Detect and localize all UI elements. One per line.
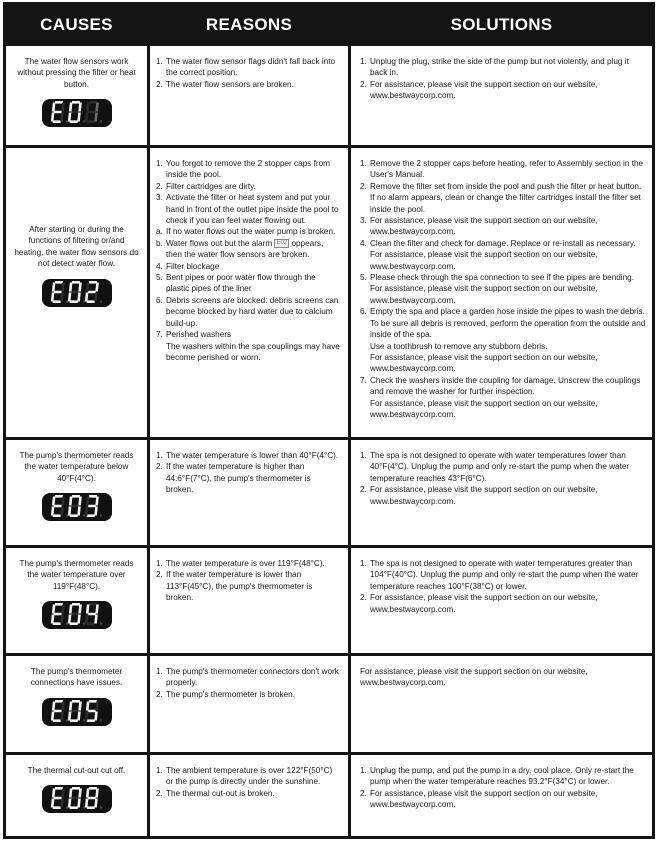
cause-text: The pump's thermometer reads the water temperature below 40°F(4°C). — [19, 451, 134, 483]
item-text: Clean the filter and check for damage. Replace or re-install as necessary. For assistance, please visit the support section on our website, www.bestwaycorp.com. — [370, 238, 636, 271]
item-text: For assistance, please visit the support section on our website, www.bestwaycorp.com. — [370, 79, 598, 101]
solutions-cell — [351, 148, 652, 437]
item-number: 3. — [156, 193, 163, 203]
solution-item — [360, 158, 646, 181]
item-text: Debris screens are blocked: debris screens can become blocked by hard water due to calcium build-up. — [166, 295, 339, 328]
solution-item — [360, 788, 646, 811]
error-code-display-icon — [42, 99, 112, 127]
cause-text: The pump's thermometer connections have issues. — [30, 667, 123, 688]
item-number: 2. — [156, 689, 163, 699]
item-text: If no water flows out the water pump is broken. — [166, 227, 336, 237]
cause-cell — [6, 548, 147, 653]
item-text: Remove the 2 stopper caps before heating, refer to Assembly section in the User's Manual. — [370, 159, 644, 180]
cause-cell — [6, 46, 147, 145]
reason-item — [156, 450, 340, 461]
table-row — [6, 653, 652, 752]
solution-item — [360, 79, 646, 102]
cause-text: The water flow sensors work without pressing the filter or heat button. — [17, 57, 136, 89]
error-code-display-icon — [42, 493, 112, 521]
item-text: Activate the filter or heat system and put your hand in front of the outlet pipe inside the pool to check if you can feel water flowing out. — [166, 193, 339, 226]
item-number: 1. — [156, 159, 163, 168]
item-number: a. — [156, 227, 163, 237]
reason-item — [156, 569, 340, 603]
reasons-cell — [150, 46, 348, 145]
table-row — [6, 145, 652, 437]
reason-item — [156, 56, 340, 79]
item-number: 1. — [156, 57, 163, 66]
reason-item — [156, 272, 340, 295]
item-number: 2. — [156, 570, 163, 580]
cause-text: After starting or during the functions of filtering or/and heating, the water flow sensors do not detect water flow. — [14, 225, 139, 269]
item-text: Bent pipes or poor water flow through the plastic pipes of the liner — [166, 273, 316, 294]
item-number: 5. — [360, 273, 367, 283]
item-number: b. — [156, 238, 163, 248]
solution-item — [360, 272, 646, 306]
item-number: 1. — [360, 451, 367, 460]
item-text: The spa is not designed to operate with water temperatures lower than 40°F(4°C). Unplug the pump and only re-start the pump when the water temperature reaches 43°F(6°C). — [370, 451, 630, 483]
reason-item — [156, 226, 340, 237]
item-text: The pump's thermometer is broken. — [166, 689, 295, 699]
item-number: 1. — [360, 766, 367, 775]
item-number: 1. — [360, 559, 367, 568]
reason-item — [156, 192, 340, 226]
solutions-cell — [351, 548, 652, 653]
solution-item — [360, 56, 646, 79]
solution-item — [360, 181, 646, 215]
solution-item — [360, 306, 646, 374]
reason-item — [156, 79, 340, 90]
item-text: For assistance, please visit the support section on our website, www.bestwaycorp.com. — [370, 788, 598, 810]
header-reasons: REASONS — [205, 15, 293, 34]
reasons-cell — [150, 148, 348, 437]
reason-item — [156, 666, 340, 689]
error-code-display-icon — [42, 698, 112, 726]
table-row — [6, 545, 652, 653]
item-text: For assistance, please visit the support section on our website, www.bestwaycorp.com. — [370, 485, 598, 506]
item-text: The water temperature is lower than 40°F(4°C). — [166, 451, 339, 460]
item-extra-text: Use a toothbrush to remove any stubborn debris. — [370, 341, 548, 351]
cause-cell — [6, 656, 147, 752]
item-text: The water flow sensors are broken. — [166, 79, 294, 89]
solutions-cell — [351, 755, 652, 836]
error-code-display-icon — [42, 785, 112, 813]
reason-item — [156, 765, 340, 788]
reason-item — [156, 558, 340, 569]
item-number: 2. — [360, 788, 367, 798]
item-text: The ambient temperature is over 122°F(50°C) or the pump is directly under the sunshine. — [166, 766, 333, 787]
reason-item — [156, 329, 340, 363]
item-number: 6. — [360, 307, 367, 317]
error-code-table — [3, 2, 655, 839]
solution-item — [360, 450, 646, 484]
header-causes: CAUSES — [40, 15, 113, 34]
item-text: Remove the filter set from inside the pool and push the filter or heat button. If no alarm appears, clean or change the filter cartridges install the filter set inside the pool. — [370, 181, 642, 214]
reasons-cell — [150, 548, 348, 653]
item-text: For assistance, please visit the support section on our website, www.bestwaycorp.com. — [370, 593, 598, 614]
item-number: 2. — [156, 788, 163, 798]
reasons-cell — [150, 656, 348, 752]
item-text: The water temperature is over 119°F(48°C). — [166, 559, 325, 568]
solution-item — [360, 484, 646, 507]
table-row — [6, 752, 652, 836]
item-text: Unplug the pump, and put the pump in a dry, cool place. Only re-start the pump when the water temperature reaches 93.2°F(34°C) or lower. — [370, 766, 634, 787]
table-row — [6, 43, 652, 145]
cause-text: The thermal cut-out cut off. — [27, 766, 126, 775]
solution-item — [360, 238, 646, 272]
item-text: Filter cartridges are dirty. — [166, 181, 256, 191]
reason-item — [156, 158, 340, 181]
item-text: If the water temperature is higher than 44.6°F(7°C), the pump's thermometer is broken. — [166, 462, 311, 495]
item-number: 7. — [360, 375, 367, 385]
item-extra-text: The washers within the spa couplings may have become perished or worn. — [166, 341, 340, 362]
solution-item — [360, 215, 646, 238]
item-number: 1. — [360, 57, 367, 66]
item-text: Check the washers inside the coupling for damage. Unscrew the couplings and remove the washer for further inspection. — [370, 375, 641, 397]
solutions-cell — [351, 656, 652, 752]
item-text — [166, 238, 340, 261]
item-text: Please check through the spa connection to see if the pipes are bending. For assistance, please visit the support section on our website, www.bestwaycorp.com. — [370, 273, 634, 305]
inline-error-code-icon: E02 — [276, 240, 288, 247]
item-number: 7. — [156, 330, 163, 340]
cause-text: The pump's thermometer reads the water temperature over 119°F(48°C). — [19, 559, 134, 591]
reasons-cell — [150, 440, 348, 545]
header-solutions: SOLUTIONS — [450, 15, 553, 34]
solution-item — [360, 558, 646, 592]
solution-item — [360, 592, 646, 615]
item-text: The spa is not designed to operate with water temperatures greater than 104°F(40°C). Unplug the pump and only re-start the pump when the water temperature reaches 100°F(38°C) or lower. — [370, 559, 639, 591]
item-number: 1. — [360, 159, 367, 168]
reason-item — [156, 689, 340, 700]
reason-item — [156, 261, 340, 272]
item-text: For assistance, please visit the support section on our website, www.bestwaycorp.com. — [370, 216, 598, 237]
item-number: 2. — [360, 593, 367, 603]
reason-item — [156, 238, 340, 261]
item-text-post: oppears, then the water flow sensors are broken. — [166, 238, 324, 260]
item-number: 4. — [156, 261, 163, 271]
solution-item — [360, 375, 646, 421]
item-text: The pump's thermometer connectors don't work properly. — [166, 667, 339, 688]
error-code-display-icon — [42, 601, 112, 629]
item-extra-text: For assistance, please visit the support section on our website, www.bestwaycorp.com. — [370, 398, 598, 419]
item-number: 4. — [360, 238, 367, 248]
reason-item — [156, 788, 340, 799]
item-text: The water flow sensor flags didn't fall back into the correct position. — [166, 57, 336, 78]
item-number: 2. — [156, 462, 163, 472]
item-number: 1. — [156, 559, 163, 568]
solution-item — [360, 666, 646, 689]
reason-item — [156, 295, 340, 329]
item-number: 3. — [360, 216, 367, 226]
item-number: 6. — [156, 295, 163, 305]
reasons-cell — [150, 755, 348, 836]
item-number: 2. — [360, 485, 367, 495]
item-number: 1. — [156, 667, 163, 676]
item-number: 1. — [156, 451, 163, 460]
item-text: You forgot to remove the 2 stopper caps from inside the pool. — [166, 159, 330, 180]
cause-cell — [6, 148, 147, 437]
item-text: Filter blockage — [166, 261, 220, 271]
cause-cell — [6, 755, 147, 836]
cause-cell — [6, 440, 147, 545]
item-text: Unplug the plug, strike the side of the pump but not violently, and plug it back in. — [370, 57, 629, 78]
item-extra-text: For assistance, please visit the support section on our website, www.bestwaycorp.com. — [370, 352, 598, 374]
item-number: 5. — [156, 273, 163, 283]
reason-item — [156, 181, 340, 192]
item-number: 2. — [360, 181, 367, 191]
item-text: Perished washers — [166, 330, 232, 340]
item-text: The thermal cut-out is broken. — [166, 788, 275, 798]
table-row — [6, 437, 652, 545]
item-number: 2. — [360, 79, 367, 89]
item-number: 1. — [156, 766, 163, 775]
solutions-cell — [351, 46, 652, 145]
solution-item — [360, 765, 646, 788]
item-text: Empty the spa and place a garden hose inside the pipes to wash the debris. To be sure all debris is removed, perform the operation from the outside and inside of the spa. — [370, 307, 646, 340]
item-text: For assistance, please visit the support section on our website, www.bestwaycorp.com. — [360, 667, 588, 688]
reason-item — [156, 461, 340, 495]
item-text-pre: Water flows out but the alarm — [166, 238, 273, 248]
item-number: 2. — [156, 181, 163, 191]
error-code-display-icon — [42, 279, 112, 307]
solutions-cell — [351, 440, 652, 545]
item-number: 2. — [156, 79, 163, 89]
table-header — [6, 5, 652, 43]
item-text: If the water temperature is lower than 113°F(45°C), the pump's thermometer is broken. — [166, 570, 313, 603]
